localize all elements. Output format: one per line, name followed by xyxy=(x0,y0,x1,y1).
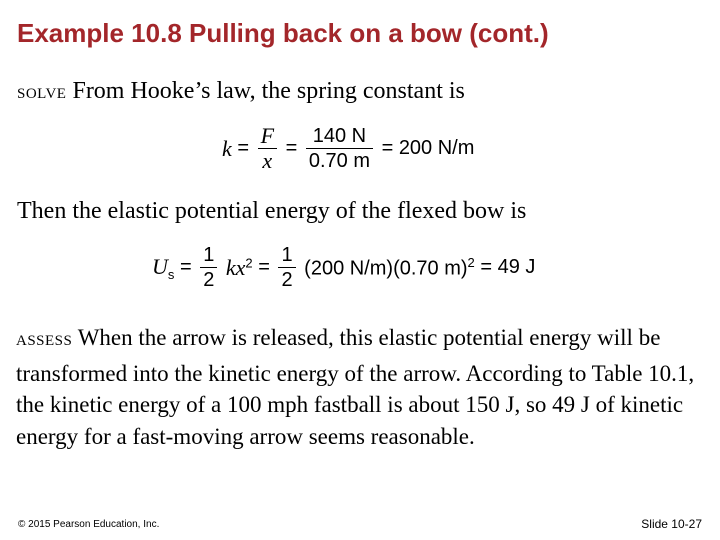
equation-spring-constant xyxy=(222,124,474,173)
eq2-lhs-subscript: s xyxy=(167,266,175,282)
eq2-half2-numerator: 1 xyxy=(278,243,295,268)
eq1-result: 200 N/m xyxy=(398,137,475,159)
eq2-half-numerator: 1 xyxy=(200,243,217,268)
assess-tag: ASSESS xyxy=(16,333,73,349)
eq1-equals-a: = xyxy=(237,137,250,159)
eq1-frac1-denominator: x xyxy=(262,148,273,173)
eq1-equals-c: = xyxy=(381,137,394,159)
then-text: Then the elastic potential energy of the flexed bow is xyxy=(17,198,527,224)
eq2-values: (200 N/m)(0.70 m)$^2$ xyxy=(304,254,475,280)
eq1-fraction-f-over-x xyxy=(258,124,277,173)
slide-title: Example 10.8 Pulling back on a bow (cont.) xyxy=(17,18,549,48)
eq2-half-denominator: 2 xyxy=(203,269,215,291)
assess-paragraph xyxy=(16,322,706,452)
eq2-equals-a: = xyxy=(179,256,192,278)
eq2-equals-c: = xyxy=(480,256,493,278)
eq2-half-fraction xyxy=(200,243,217,292)
eq2-half2-denominator: 2 xyxy=(281,269,293,291)
eq2-result: 49 J xyxy=(497,256,536,278)
assess-text: When the arrow is released, this elastic potential energy will be transformed into the kinetic energy of the arrow. According to Table 10.1, the kinetic energy of a 100 mph fastball is about 150 J, so 49 J of kinetic energy for a fast-moving arrow seems reasonable. xyxy=(16,325,695,449)
eq2-exponent-2: 2 xyxy=(467,254,475,270)
eq2-equals-b: = xyxy=(258,256,270,278)
eq1-equals-b: = xyxy=(285,137,298,159)
eq1-frac1-numerator: F xyxy=(258,124,277,149)
eq1-frac2-numerator: 140 N xyxy=(306,124,373,149)
copyright-footer: © 2015 Pearson Education, Inc. xyxy=(18,519,160,530)
eq2-half-fraction-2 xyxy=(278,243,295,292)
eq1-frac2-denominator: 0.70 m xyxy=(308,150,370,172)
solve-tag: SOLVE xyxy=(17,86,67,102)
eq1-fraction-values xyxy=(306,124,373,173)
eq2-kx-term: $kx^2$ xyxy=(225,254,253,280)
solve-text: From Hooke’s law, the spring constant is xyxy=(72,78,465,104)
solve-line xyxy=(17,78,465,105)
eq1-lhs: k xyxy=(222,135,232,161)
eq2-exponent: 2 xyxy=(245,254,253,270)
slide-number: Slide 10-27 xyxy=(641,517,702,531)
eq2-lhs: $U_s$ xyxy=(152,253,175,282)
equation-elastic-energy xyxy=(152,243,535,292)
